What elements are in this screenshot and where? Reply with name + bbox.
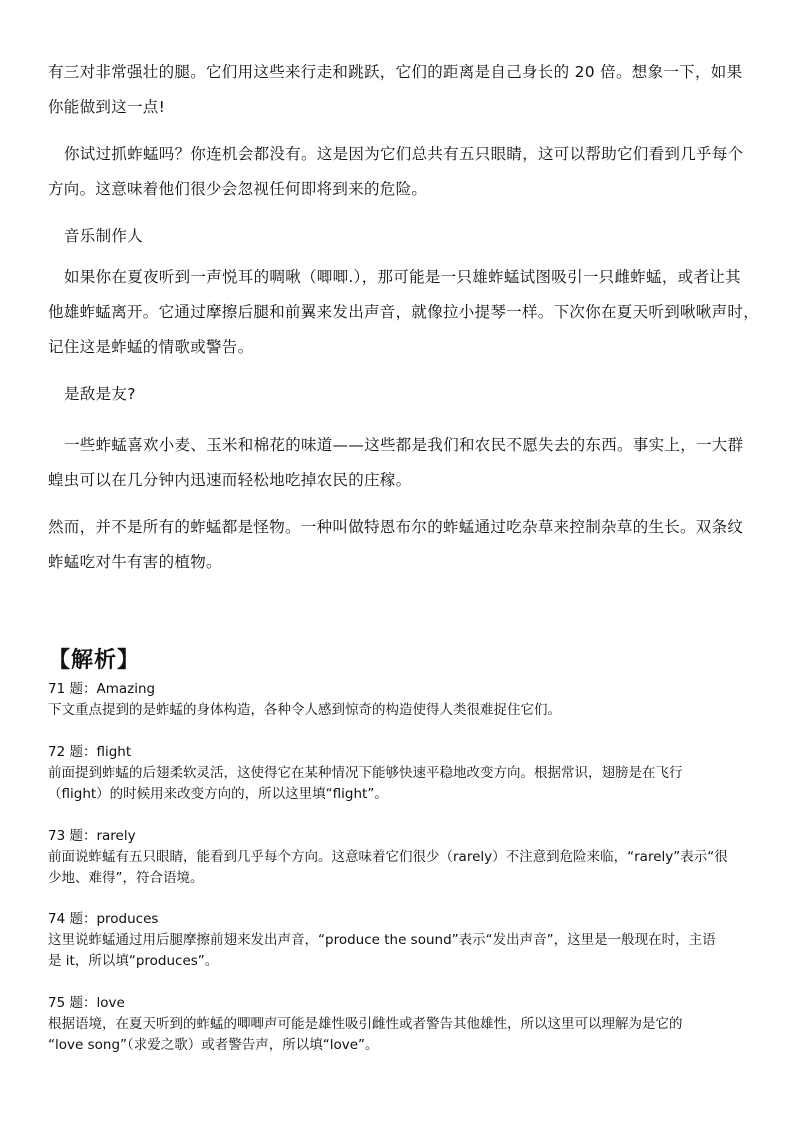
section-heading: 是敌是友? [64,385,136,403]
text-line: 你能做到这一点! [48,98,166,116]
explanation-line: 前面说蚱蜢有五只眼睛，能看到几乎每个方向。这意味着它们很少（rarely）不注意到危险来临，“rarely”表示“很 [48,849,728,865]
question-label: 73 题：rarely [48,828,136,844]
question-label: 74 题：produces [48,911,159,927]
explanation-line: 下文重点提到的是蚱蜢的身体构造，各种令人感到惊奇的构造使得人类很难捉住它们。 [48,702,561,718]
text-line: 他雄蚱蜢离开。它通过摩擦后腿和前翼来发出声音，就像拉小提琴一样。下次你在夏天听到啾啾声时， [48,303,760,321]
analysis-item-74 [48,909,764,972]
analysis-item-71 [48,679,764,721]
analysis-heading: 【解析】 [48,648,141,673]
text-line: 如果你在夏夜听到一声悦耳的啁啾（唧唧.），那可能是一只雄蚱蜢试图吸引一只雌蚱蜢，或者让其 [64,268,741,286]
analysis-item-72 [48,742,764,805]
text-line: 方向。这意味着他们很少会忽视任何即将到来的危险。 [48,180,428,198]
text-line: 然而，并不是所有的蚱蜢都是怪物。一种叫做特恩布尔的蚱蜢通过吃杂草来控制杂草的生长。双条纹 [48,518,744,536]
question-label: 71 题：Amazing [48,681,156,697]
paragraph-legs [48,55,764,125]
paragraph-music [48,260,764,365]
paragraph-crops [48,428,764,498]
text-line: 记住这是蚱蜢的情歌或警告。 [48,338,254,356]
text-line: 有三对非常强壮的腿。它们用这些来行走和跳跃，它们的距离是自己身长的 20 倍。想象一下，如果 [48,63,743,81]
analysis-item-73 [48,826,764,889]
question-label: 75 题：love [48,995,125,1011]
explanation-line: 是 it，所以填“produces”。 [48,953,219,969]
section-heading: 音乐制作人 [64,227,144,245]
explanation-line: 少地、难得”，符合语境。 [48,870,204,886]
question-label: 72 题：flight [48,744,132,760]
text-line: 一些蚱蜢喜欢小麦、玉米和棉花的味道——这些都是我们和农民不愿失去的东西。事实上，一大群 [64,436,744,454]
text-line: 你试过抓蚱蜢吗？你连机会都没有。这是因为它们总共有五只眼睛，这可以帮助它们看到几乎每个 [64,145,744,163]
text-line: 蝗虫可以在几分钟内迅速而轻松地吃掉农民的庄稼。 [48,471,412,489]
explanation-line: 前面提到蚱蜢的后翅柔软灵活，这使得它在某种情况下能够快速平稳地改变方向。根据常识，翅膀是在飞行 [48,765,683,781]
paragraph-weeds [48,510,764,580]
explanation-line: 根据语境，在夏天听到的蚱蜢的唧唧声可能是雄性吸引雌性或者警告其他雄性，所以这里可以理解为是它的 [48,1016,683,1032]
section-heading-enemy [48,377,764,412]
explanation-line: 这里说蚱蜢通过用后腿摩擦前翅来发出声音，“produce the sound”表示“发出声音”，这里是一般现在时，主语 [48,932,716,948]
explanation-line: （flight）的时候用来改变方向的，所以这里填“flight”。 [48,786,388,802]
paragraph-eyes [48,137,764,207]
analysis-item-75 [48,993,764,1056]
text-line: 蚱蜢吃对牛有害的植物。 [48,553,222,571]
explanation-line: “love song”（求爱之歌）或者警告声，所以填“love”。 [48,1037,379,1053]
section-heading-music [48,219,764,254]
